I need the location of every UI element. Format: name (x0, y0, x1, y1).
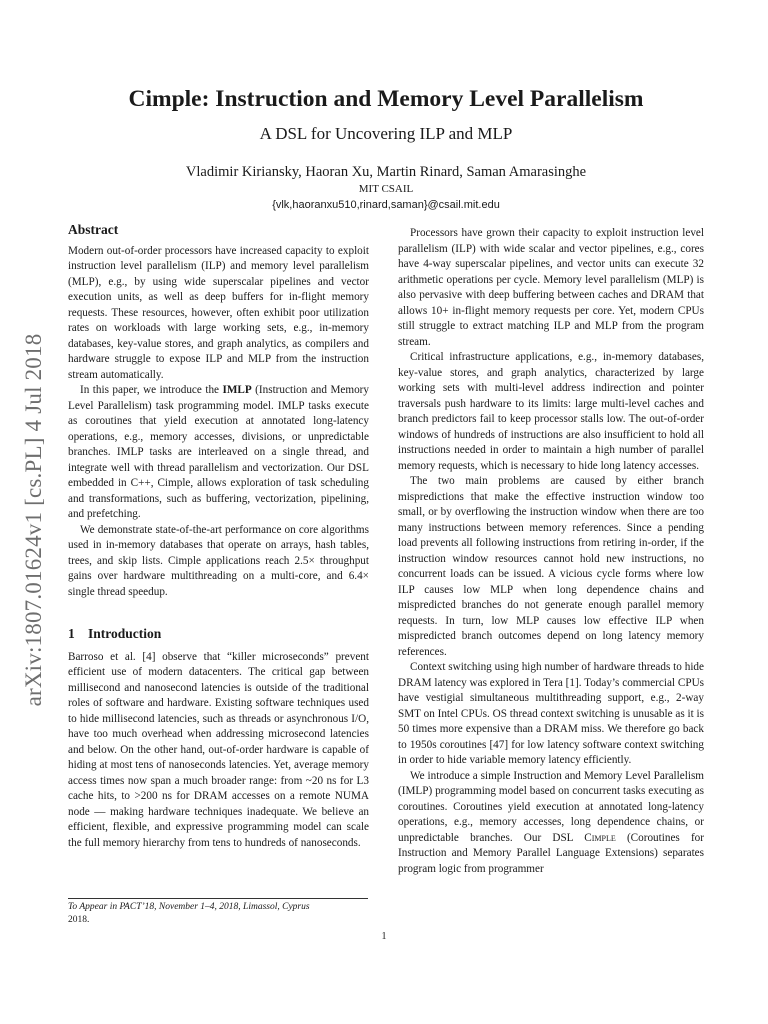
section-number: 1 (68, 626, 75, 641)
abstract-p2-end: (Instruction and Memory Level Parallelism) task programming model. IMLP tasks execute as coroutines that yield execution at annotated long-latency operations, e.g., memory accesses, divisions, or unpredictable branches. IMLP tasks are interleaved on a single thread, and integrate well with thread parallelism and vectorization. Our DSL embedded in C++, Cimple, allows exploration of task scheduling and transformations, such as buffering, vectorization, pipelining, and prefetching. (68, 384, 369, 520)
affiliation: MIT CSAIL (358, 183, 414, 195)
abstract-paragraph-2 (68, 383, 369, 523)
venue-footnote (68, 901, 368, 927)
footnote-venue: To Appear in PACT’18, November 1–4, 2018, Limassol, Cyprus (68, 902, 310, 912)
arxiv-sidebar-stamp: arXiv:1807.01624v1 [cs.PL] 4 Jul 2018 (21, 333, 46, 707)
imlp-bold-term: IMLP (222, 384, 252, 396)
left-column (68, 222, 369, 851)
right-p5-start: We introduce a simple Instruction and Memory Level Parallelism (IMLP) programming model based on concurrent tasks executing as coroutines. Coroutines yield execution at annotated long-latency operations, e.g., memory accesses, long dependence chains, or unpredictable branches. Our DSL (398, 769, 704, 844)
abstract-paragraph-3: We demonstrate state-of-the-art performance on core algorithms used in in-memory databases that operate on arrays, hash tables, trees, and skip lists. Cimple applications reach 2.5× throughput gains over hardware multithreading on a multi-core, and 6.4× single thread speedup. (68, 523, 369, 598)
section-title: Introduction (88, 626, 162, 641)
intro-paragraph-1: Barroso et al. [4] observe that “killer microseconds” prevent efficient use of modern datacenters. The critical gap between millisecond and nanosecond latencies is outside of the traditional roles of software and hardware. Existing software techniques used to hide millisecond latencies, such as threads or asynchronous I/O, have too much overhead when addressing microsecond latencies and below. On the other hand, out-of-order hardware is capable of hiding at most tens of nanoseconds latencies. Yet, average memory access times now span a much broader range: from ~20 ns for L3 cache hits, to >200 ns for DRAM accesses on a remote NUMA node — making hardware techniques inadequate. We believe an efficient, flexible, and expressive programming model can scale the full memory hierarchy from tens to hundreds of nanoseconds. (68, 650, 369, 849)
right-paragraph-2: Critical infrastructure applications, e.g., in-memory databases, key-value stores, and graph analytics, characterized by large working sets with multi-level address indirection and pointer traversals push hardware to its limits: large multi-level caches and branch predictors fail to keep processor stalls low. The out-of-order windows of hundreds of instructions are also insufficient to hold all instructions needed in order to maintain a high number of parallel memory requests, which is necessary to hide long latency accesses. (398, 351, 704, 472)
right-paragraph-5 (398, 769, 704, 878)
right-paragraph-1: Processors have grown their capacity to exploit instruction level parallelism (ILP) with wide scalar and vector pipelines, e.g., cores have 4-way superscalar pipelines, and vector units can execute 32 arithmetic operations per cycle. Memory level parallelism (MLP) is also pervasive with deep buffering between caches and DRAM that allows 10+ in-flight memory requests per core. Yet, modern CPUs still struggle to extract matching ILP and MLP from the program stream. (398, 227, 704, 348)
author-list: Vladimir Kiriansky, Haoran Xu, Martin Rinard, Saman Amarasinghe (185, 164, 587, 180)
right-column (398, 226, 704, 877)
footnote-divider (68, 898, 368, 899)
author-emails: {vlk,haoranxu510,rinard,saman}@csail.mit.edu (272, 199, 500, 211)
paper-subtitle: A DSL for Uncovering ILP and MLP (259, 124, 513, 143)
page-number: 1 (381, 931, 387, 942)
section-heading-introduction (68, 626, 369, 642)
footnote-year: 2018. (68, 915, 90, 925)
cimple-small-caps: Cimple (584, 831, 616, 844)
abstract-heading: Abstract (68, 222, 119, 237)
paper-title: Cimple: Instruction and Memory Level Parallelism (128, 86, 644, 112)
abstract-p2-start: In this paper, we introduce the (80, 384, 223, 396)
right-paragraph-3: The two main problems are caused by either branch mispredictions that make the effective instruction window too small, or by overflowing the instruction window when there are too many instructions between memory references. Since a pending load prevents all following instructions from retiring in-order, if the instruction window resources cannot hold new instructions, no concurrent loads can be issued. A vicious cycle forms where low ILP causes low MLP when long dependence chains and mispredicted branches do not generate enough parallel memory requests. In turn, low MLP causes low effective ILP when mispredicted branch outcomes depend on long latency memory references. (398, 475, 704, 658)
right-p5-end: (Coroutines for Instruction and Memory Parallel Language Extensions) separates program logic from programmer (398, 831, 704, 875)
right-paragraph-4: Context switching using high number of hardware threads to hide DRAM latency was explored in Tera [1]. Today’s commercial CPUs have vestigial simultaneous multithreading support, e.g., 2-way SMT on Intel CPUs. OS thread context switching is unusable as it is 50 times more expensive than a DRAM miss. We therefore go back to 1950s coroutines [47] for low latency software context switching in order to hide variable memory latency efficiently. (398, 661, 704, 766)
abstract-paragraph-1: Modern out-of-order processors have increased capacity to exploit instruction level parallelism (ILP) and memory level parallelism (MLP), e.g., by using wide superscalar pipelines and vector execution units, as well as deep buffers for in-flight memory requests. These resources, however, often exhibit poor utilization rates on workloads with large working sets, e.g., in-memory databases, key-value stores, and graph analytics, as compilers and hardware struggle to expose ILP and MLP from the instruction stream automatically. (68, 244, 369, 381)
